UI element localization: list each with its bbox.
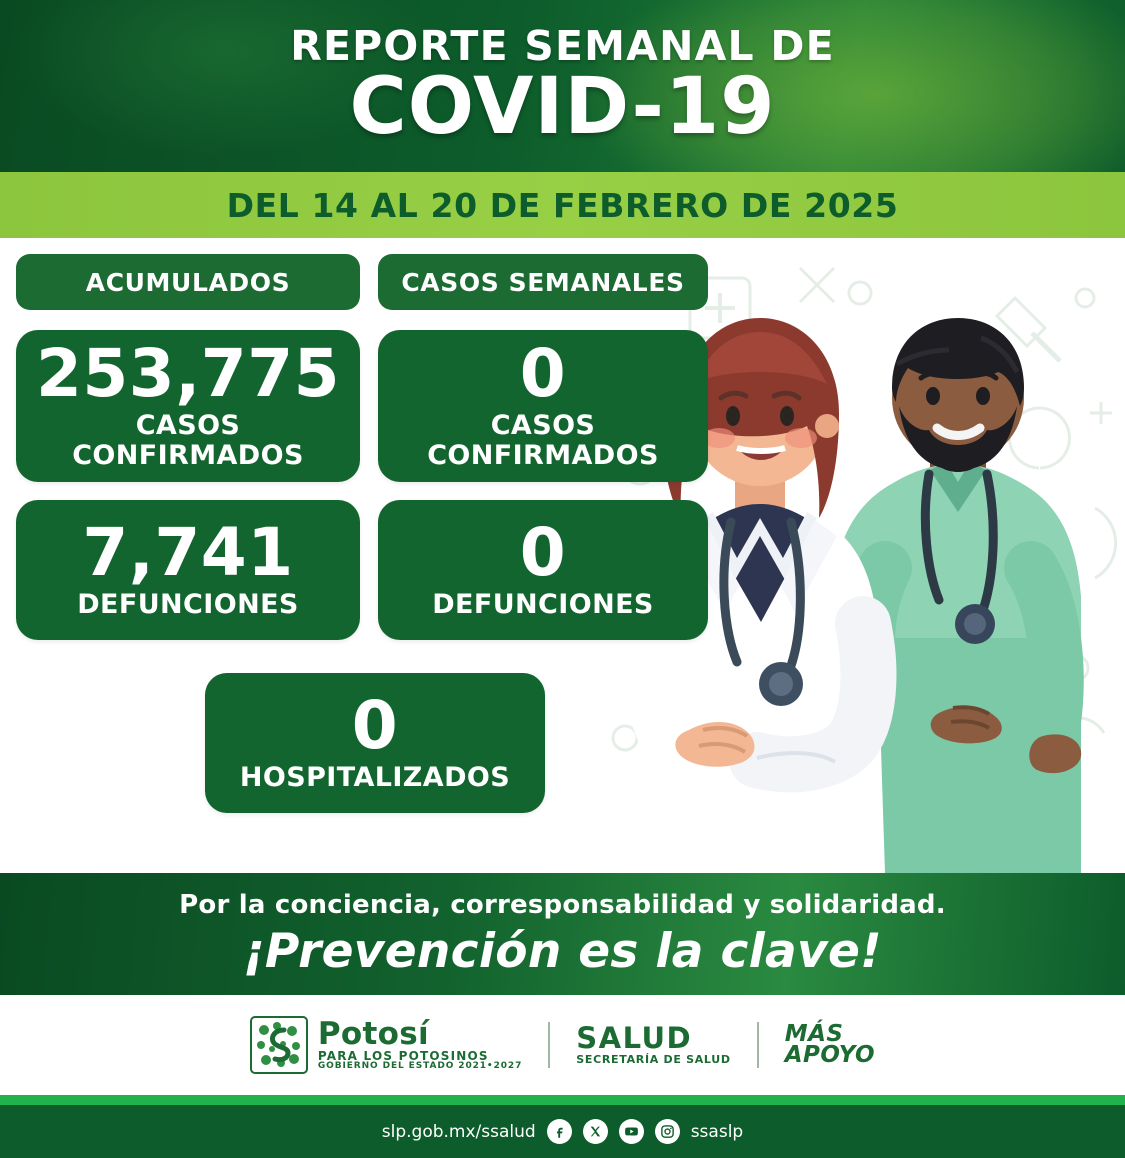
accumulated-cases-value: 253,775	[35, 334, 341, 412]
logo-mas-apoyo	[784, 1020, 876, 1068]
accumulated-deaths-caption: DEFUNCIONES	[77, 588, 299, 620]
hospitalized-caption: HOSPITALIZADOS	[239, 761, 511, 793]
facebook-icon[interactable]	[547, 1119, 572, 1144]
label-weekly: CASOS SEMANALES	[378, 254, 708, 310]
header-title-line1: REPORTE SEMANAL DE	[290, 22, 835, 71]
mas-apoyo-line2: APOYO	[784, 1042, 876, 1068]
prevention-message-band	[0, 873, 1125, 995]
logos-band	[0, 995, 1125, 1095]
accumulated-cases-caption-1: CASOS	[135, 409, 241, 441]
header-title-line2: COVID-19	[349, 62, 776, 153]
card-weekly-confirmed-cases	[378, 330, 708, 482]
potosi-logo-sub2: GOBIERNO DEL ESTADO 2021•2027	[317, 1061, 523, 1071]
statistics-section	[0, 238, 1125, 873]
date-range-text: DEL 14 AL 20 DE FEBRERO DE 2025	[226, 185, 899, 225]
footer-bar	[0, 1105, 1125, 1158]
potosi-logo-main: Potosí	[317, 1016, 429, 1052]
accumulated-deaths-value: 7,741	[82, 513, 294, 591]
logo-potosi	[250, 1016, 522, 1074]
logo-divider-2	[757, 1022, 759, 1068]
message-line2: ¡Prevención es la clave!	[243, 923, 882, 979]
mas-apoyo-line1: MÁS	[784, 1020, 844, 1047]
footer-accent-bar	[0, 1095, 1125, 1105]
hospitalized-value: 0	[351, 686, 399, 764]
card-hospitalized	[205, 673, 545, 813]
card-accumulated-deaths	[16, 500, 360, 640]
potosi-logo-sub1: PARA LOS POTOSINOS	[317, 1049, 489, 1063]
salud-logo-sub: SECRETARÍA DE SALUD	[576, 1053, 731, 1066]
column-labels-row	[16, 254, 708, 310]
card-weekly-deaths	[378, 500, 708, 640]
accumulated-cases-caption-2: CONFIRMADOS	[72, 440, 304, 471]
salud-logo-main: SALUD	[576, 1021, 693, 1055]
potosi-emblem-icon	[250, 1016, 308, 1074]
weekly-deaths-value: 0	[519, 513, 567, 591]
footer-website-url[interactable]: slp.gob.mx/ssalud	[381, 1121, 536, 1142]
x-twitter-icon[interactable]	[583, 1119, 608, 1144]
message-line1: Por la conciencia, corresponsabilidad y solidaridad.	[179, 889, 946, 920]
instagram-icon[interactable]	[655, 1119, 680, 1144]
youtube-icon[interactable]	[619, 1119, 644, 1144]
logo-salud	[576, 1021, 731, 1066]
logo-divider-1	[548, 1022, 550, 1068]
report-header	[0, 0, 1125, 172]
weekly-cases-value: 0	[519, 334, 567, 412]
date-range-band	[0, 172, 1125, 238]
weekly-deaths-caption: DEFUNCIONES	[432, 588, 654, 620]
footer-social-handle[interactable]: ssaslp	[690, 1121, 744, 1142]
weekly-cases-caption-1: CASOS	[490, 409, 596, 441]
label-accumulated: ACUMULADOS	[16, 254, 360, 310]
card-accumulated-confirmed-cases	[16, 330, 360, 482]
weekly-cases-caption-2: CONFIRMADOS	[427, 440, 659, 471]
